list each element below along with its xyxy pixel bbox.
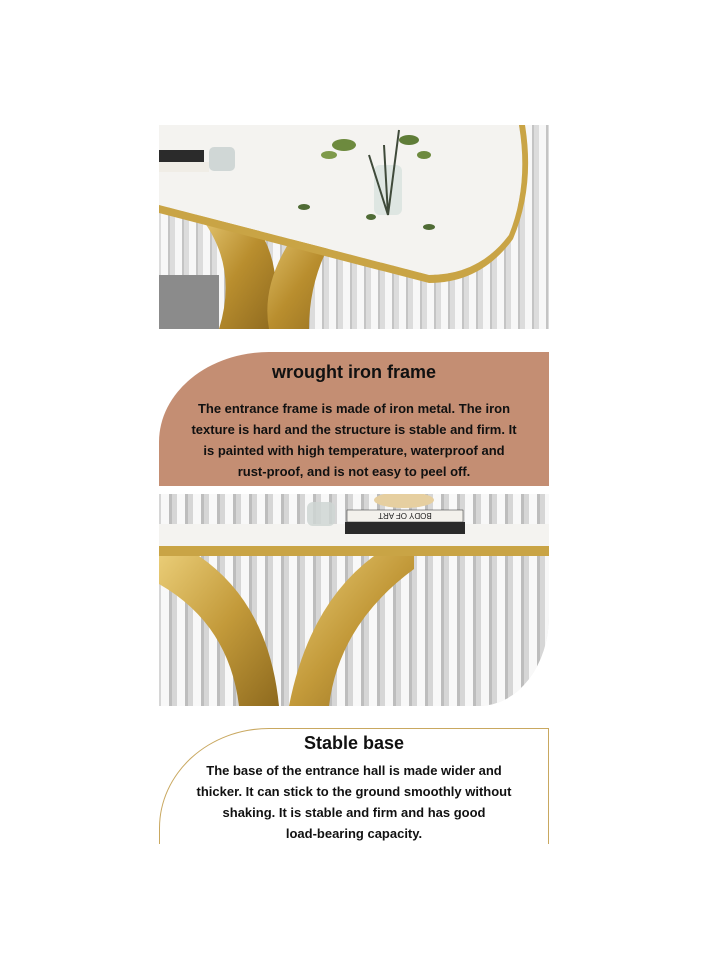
stable-base-description [159,760,549,844]
stable-base-line-1: The base of the entrance hall is made wider and [206,763,502,778]
iron-frame-line-1: The entrance frame is made of iron metal. The iron [197,401,511,416]
stable-base-line-2: thicker. It can stick to the ground smoothly without [196,784,512,799]
iron-frame-line-4: rust-proof, and is not easy to peel off. [237,464,471,479]
stable-base-line-4: load-bearing capacity. [285,826,423,841]
iron-frame-title: wrought iron frame [271,362,436,382]
iron-frame-line-2: texture is hard and the structure is stable and firm. It [191,422,517,437]
stable-base-title: Stable base [303,733,405,753]
iron-frame-description [159,398,549,482]
top-product-photo [159,125,549,329]
middle-photo-illustration [159,494,549,706]
top-photo-illustration [159,125,549,329]
iron-frame-line-3: is painted with high temperature, waterproof and [203,443,505,458]
book-title-text: BODY OF ART [378,511,432,520]
stable-base-line-3: shaking. It is stable and firm and has good [222,805,486,820]
middle-product-photo [159,494,549,706]
